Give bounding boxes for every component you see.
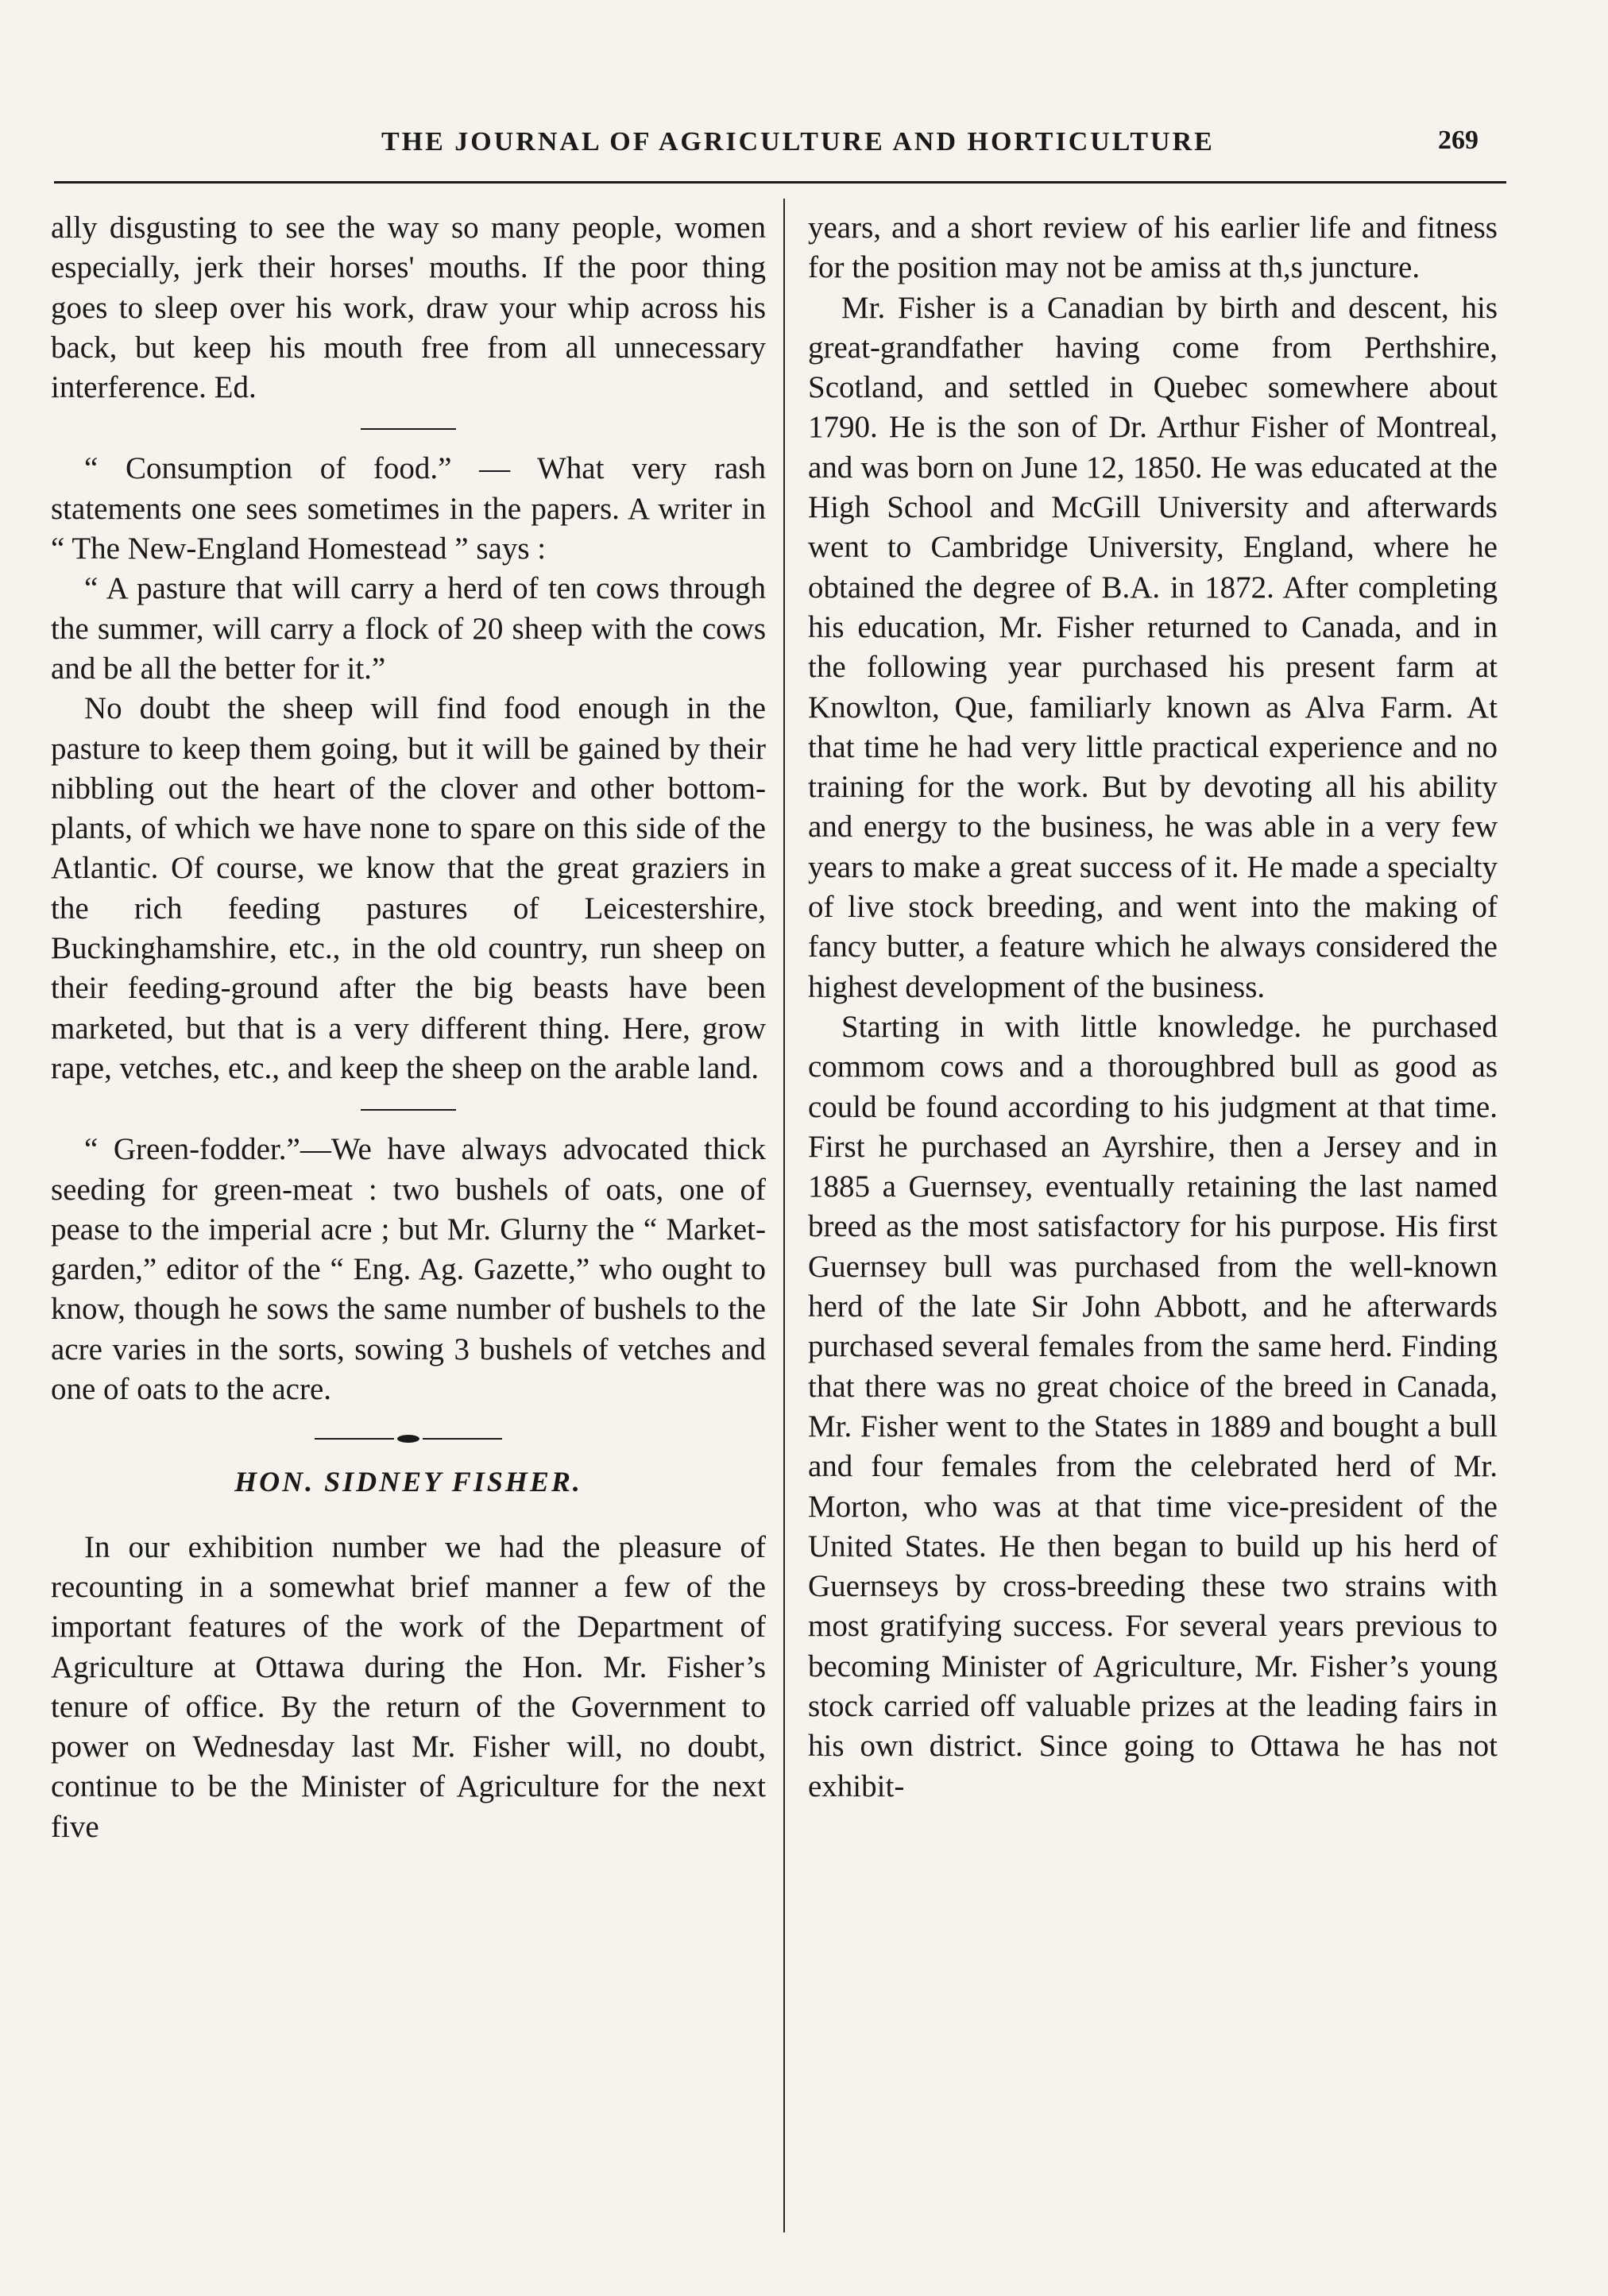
section-divider xyxy=(361,428,456,430)
running-head: THE JOURNAL OF AGRICULTURE AND HORTICULTURE xyxy=(381,127,1215,157)
section-title: HON. SIDNEY FISHER. xyxy=(234,1466,582,1498)
paragraph-exhibition-number: In our exhibition number we had the pleasure of recounting in a somewhat brief manner a few of the important features of the work of the Department of Agriculture at Ottawa during the Hon. Mr. Fisher’s tenure of office. By the return of the Government to power on Wednesday last Mr. Fisher will, no doubt, continue to be the Minister of Agriculture for the next five xyxy=(51,1529,766,1844)
paragraph-consumption-of-food: “ Consumption of food.” — What very rash statements one sees sometimes in the papers. A writer in “ The New-England Homestead ” says : xyxy=(51,451,766,566)
column-divider xyxy=(783,199,785,2232)
section-divider xyxy=(361,1109,456,1111)
right-column xyxy=(808,208,1498,1807)
paragraph-herd-history: Starting in with little knowledge. he purchased commom cows and a thoroughbred bull as good as could be found according to his judgment at that time. First he purchased an Ayrshire, then a Jersey and in 1885 a Guernsey, eventually retaining the last named breed as the most satisfactory for his purpose. His first Guernsey bull was purchased from the well-known herd of the late Sir John Abbott, and he afterwards purchased several females from the same herd. Finding that there was no great choice of the breed in Canada, Mr. Fisher went to the States in 1889 and bought a bull and four females from the celebrated herd of Mr. Morton, who was at that time vice-president of the United States. He then began to build up his herd of Guernseys by cross-breeding these two strains with most gratifying success. For several years previous to becoming Minister of Agriculture, Mr. Fisher’s young stock carried off valuable prizes at the leading fairs in his own district. Since going to Ottawa he has not exhibit- xyxy=(808,1009,1498,1803)
header-rule xyxy=(54,181,1506,184)
ornamental-divider xyxy=(51,1435,766,1443)
paragraph-continued: ally disgusting to see the way so many people, women especially, jerk their horses' mouths. If the poor thing goes to sleep over his work, draw your whip across his back, but keep his mouth free from all unnecessary interference. Ed. xyxy=(51,211,766,405)
page-number: 269 xyxy=(1438,126,1479,155)
paragraph-sheep-pasture: No doubt the sheep will find food enough in the pasture to keep them going, but it will be gained by their nibbling out the heart of the clover and other bottom-plants, of which we have none to spare on this side of the Atlantic. Of course, we know that the great graziers in the rich feeding pastures of Leicestershire, Buckinghamshire, etc., in the old country, run sheep on their feeding-ground after the big beasts have been marketed, but that is a very different thing. Here, grow rape, vetches, etc., and keep the sheep on the arable land. xyxy=(51,691,766,1085)
paragraph-green-fodder: “ Green-fodder.”—We have always advocated thick seeding for green-meat : two bushels of oats, one of pease to the imperial acre ; but Mr. Glurny the “ Market-garden,” editor of the “ Eng. Ag. Gazette,” who ought to know, though he sows the same number of bushels to the acre varies in the sorts, sowing 3 bushels of vetches and one of oats to the acre. xyxy=(51,1132,766,1407)
paragraph-quotation: “ A pasture that will carry a herd of ten cows through the summer, will carry a flock of 20 sheep with the cows and be all the better for it.” xyxy=(51,571,766,686)
paragraph-biography: Mr. Fisher is a Canadian by birth and descent, his great-grandfather having come from Perthshire, Scotland, and settled in Quebec somewhere about 1790. He is the son of Dr. Arthur Fisher of Montreal, and was born on June 12, 1850. He was educated at the High School and McGill University and afterwards went to Cambridge University, England, where he obtained the degree of B.A. in 1872. After completing his education, Mr. Fisher returned to Canada, and in the following year purchased his present farm at Knowlton, Que, familiarly known as Alva Farm. At that time he had very little practical experience and no training for the work. But by devoting all his ability and energy to the business, he was able in a very few years to make a great success of it. He made a specialty of live stock breeding, and went into the making of fancy butter, a feature which he always considered the highest development of the business. xyxy=(808,290,1498,1004)
paragraph-continued: years, and a short review of his earlier life and fitness for the position may not be amiss at th,s juncture. xyxy=(808,211,1498,285)
left-column xyxy=(51,208,766,1847)
